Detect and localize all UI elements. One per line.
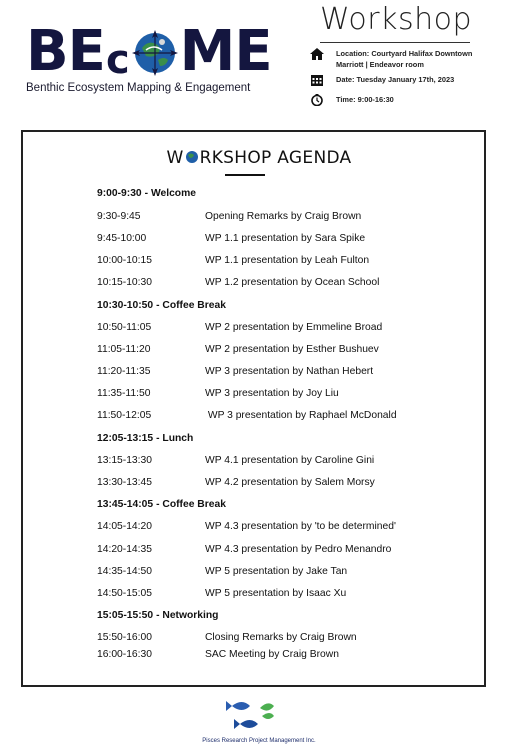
agenda-time: 14:50-15:05 [97,588,152,599]
agenda-row [97,277,379,288]
agenda-row [97,649,339,660]
agenda-row [97,610,218,621]
agenda-row [97,300,226,311]
become-logo [26,18,286,100]
agenda-row [97,255,369,266]
agenda-text: WP 3 presentation by Joy Liu [205,388,339,399]
agenda-text: WP 5 presentation by Isaac Xu [205,588,347,599]
agenda-time: 9:45-10:00 [97,233,147,244]
agenda-row [97,433,193,444]
agenda-text: - Coffee Break [156,499,226,510]
location-value: Courtyard Halifax Downtown [371,49,473,58]
agenda-text: WP 3 presentation by Raphael McDonald [205,410,397,421]
pisces-logo-icon [226,698,276,734]
agenda-text: - Lunch [156,433,194,444]
agenda-time: 10:00-10:15 [97,255,152,266]
agenda-time: 15:05-15:50 [97,610,154,621]
agenda-time: 10:50-11:05 [97,322,152,333]
agenda-row [97,322,382,333]
agenda-text: - Welcome [144,188,196,199]
agenda-row [97,211,361,222]
agenda-time: 14:35-14:50 [97,566,152,577]
agenda-row [97,499,226,510]
agenda-text: Opening Remarks by Craig Brown [205,211,362,222]
agenda-time: 10:30-10:50 [97,300,154,311]
agenda-time: 12:05-13:15 [97,433,154,444]
date-info [310,74,454,86]
agenda-title-prefix: W [166,148,184,168]
agenda-text: WP 4.1 presentation by Caroline Gini [205,455,375,466]
calendar-icon [310,74,324,86]
globe-icon [132,30,178,76]
agenda-time: 14:20-14:35 [97,544,152,555]
agenda-text: WP 3 presentation by Nathan Hebert [205,366,374,377]
location-value-line2: Marriott | Endeavor room [336,60,424,69]
agenda-time: 13:45-14:05 [97,499,154,510]
date-value: Tuesday January 17th, 2023 [356,75,455,84]
agenda-time: 11:35-11:50 [97,388,151,399]
agenda-text: WP 5 presentation by Jake Tan [205,566,348,577]
agenda-row [97,188,196,199]
agenda-time: 14:05-14:20 [97,521,152,532]
agenda-text: WP 1.1 presentation by Leah Fulton [205,255,370,266]
agenda-time: 15:50-16:00 [97,632,152,643]
agenda-time: 11:20-11:35 [97,366,151,377]
agenda-text: WP 2 presentation by Emmeline Broad [205,322,383,333]
agenda-row [97,477,375,488]
agenda-row [97,632,357,643]
agenda-time: 13:30-13:45 [97,477,152,488]
agenda-title-underline [225,174,265,176]
globe-o-icon [185,150,199,164]
agenda-text: SAC Meeting by Craig Brown [205,649,339,660]
time-value: 9:00-16:30 [357,95,394,104]
clock-icon [310,94,324,106]
agenda-row [97,566,347,577]
agenda-row [97,366,373,377]
agenda-time: 9:30-9:45 [97,211,141,222]
agenda-row [97,521,396,532]
agenda-time: 10:15-10:30 [97,277,152,288]
agenda-row [97,455,374,466]
agenda-row [97,588,346,599]
agenda-time: 13:15-13:30 [97,455,152,466]
agenda-row [97,344,379,355]
agenda-title [0,148,518,168]
time-label: Time: [336,95,356,104]
logo-wordmark: BE c ME [26,19,272,84]
location-label: Location: [336,49,370,58]
agenda-text: WP 4.3 presentation by 'to be determined' [205,521,396,532]
agenda-text: - Networking [156,610,219,621]
title-divider [320,42,470,43]
agenda-text: WP 4.3 presentation by Pedro Menandro [205,544,392,555]
agenda-row [97,233,365,244]
location-info [310,48,472,70]
home-icon [310,48,324,60]
agenda-text: WP 4.2 presentation by Salem Morsy [205,477,375,488]
agenda-time: 11:05-11:20 [97,344,151,355]
time-info [310,94,394,106]
agenda-text: WP 1.2 presentation by Ocean School [205,277,380,288]
agenda-row [97,544,391,555]
agenda-text: WP 1.1 presentation by Sara Spike [205,233,366,244]
date-label: Date: [336,75,355,84]
agenda-time: 11:50-12:05 [97,410,152,421]
workshop-title: Workshop [320,2,473,37]
agenda-text: - Coffee Break [156,300,226,311]
agenda-time: 16:00-16:30 [97,649,152,660]
agenda-title-suffix: RKSHOP AGENDA [199,148,352,168]
logo-subtitle: Benthic Ecosystem Mapping & Engagement [26,82,251,94]
agenda-text: WP 2 presentation by Esther Bushuev [205,344,379,355]
agenda-time: 9:00-9:30 [97,188,142,199]
footer-organization: Pisces Research Project Management Inc. [202,738,316,744]
agenda-row [97,388,339,399]
agenda-text: Closing Remarks by Craig Brown [205,632,357,643]
agenda-row [97,410,397,421]
